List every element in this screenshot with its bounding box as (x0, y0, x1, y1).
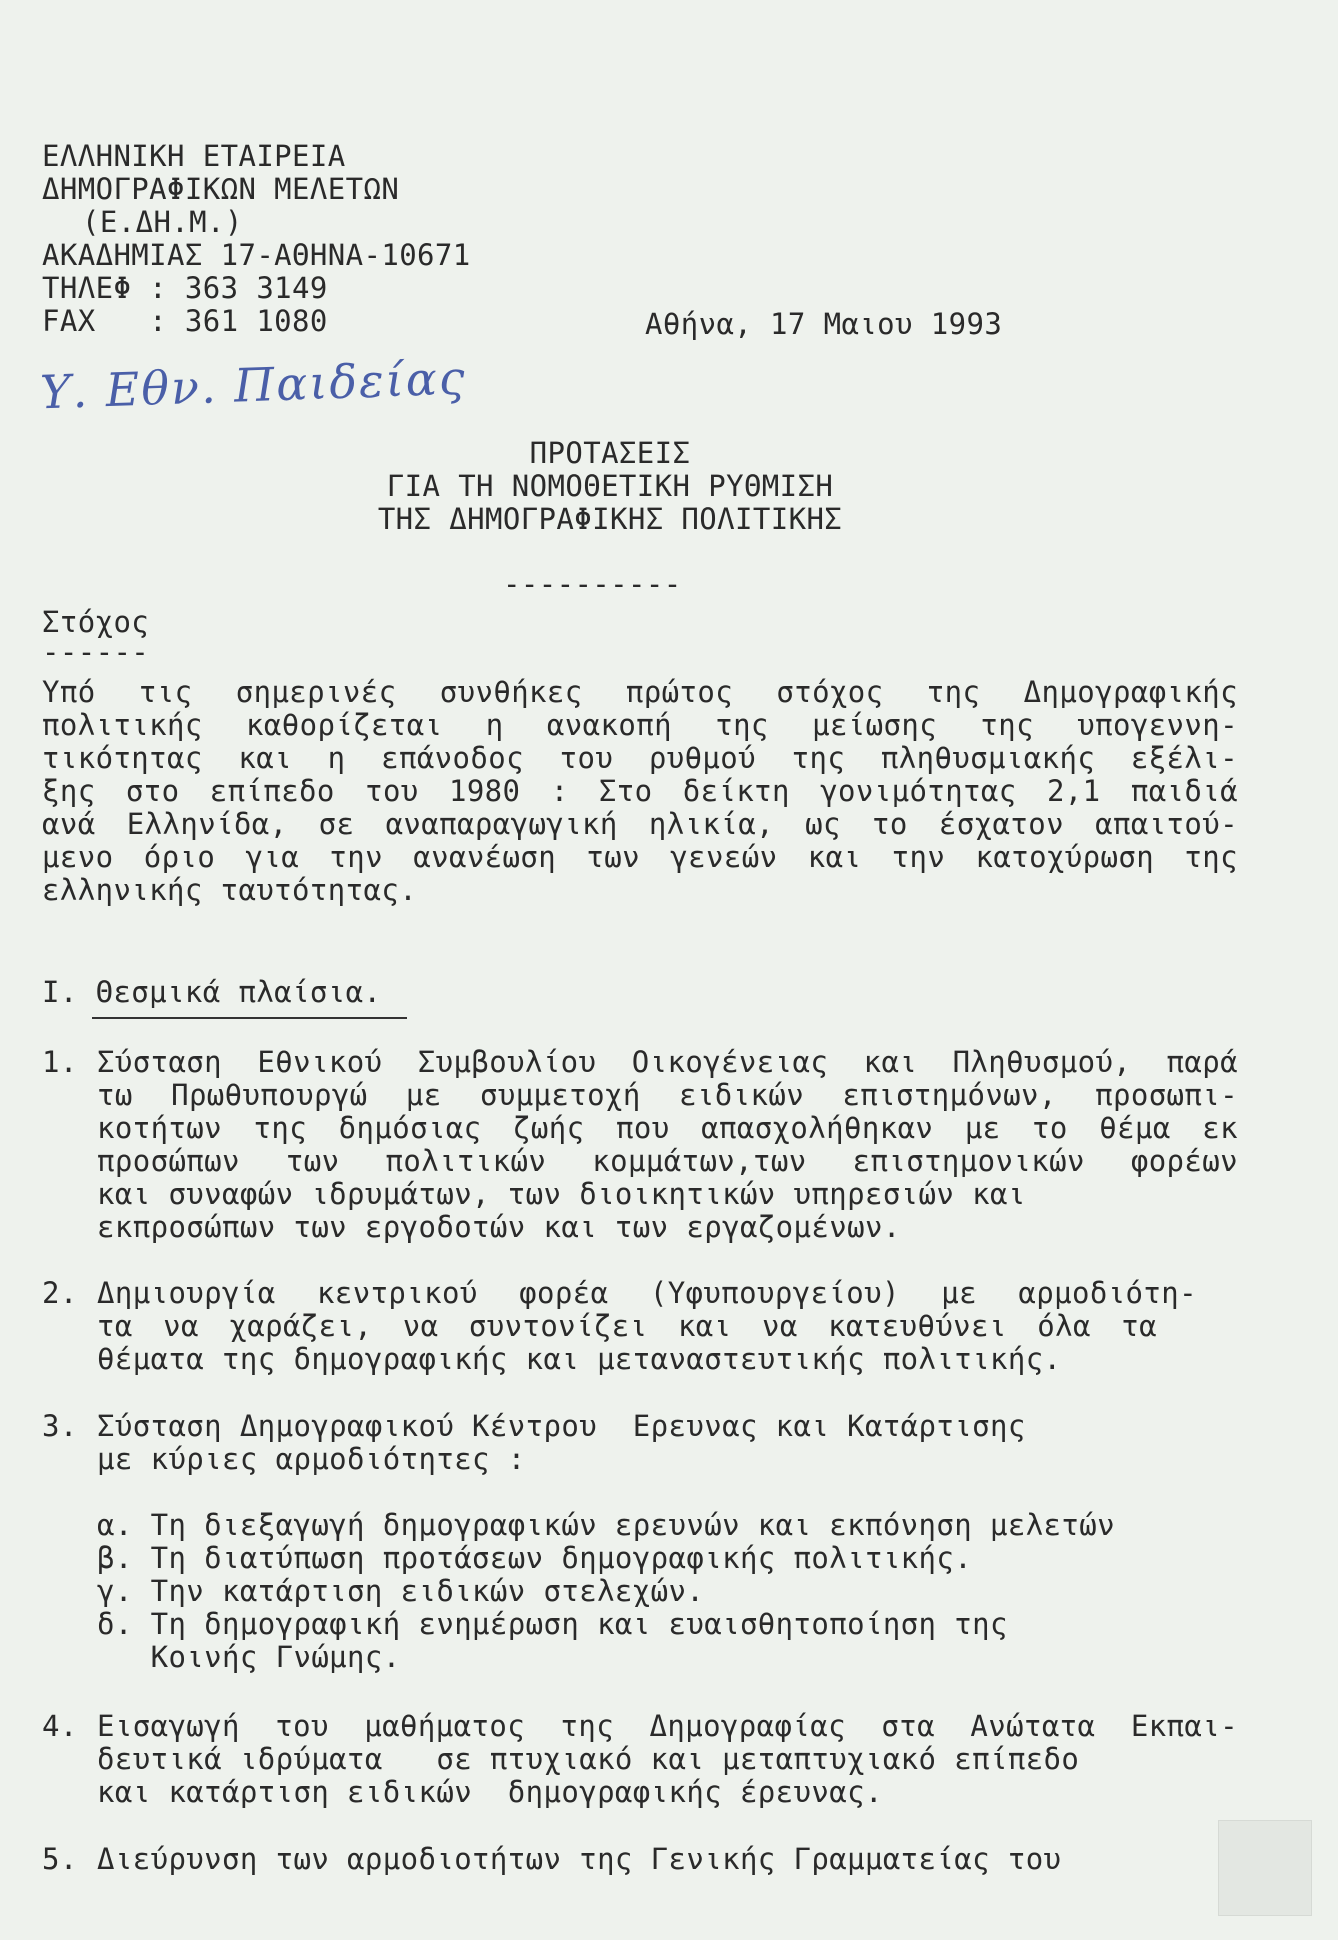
title-line3: ΤΗΣ ΔΗΜΟΓΡΑΦΙΚΗΣ ΠΟΛΙΤΙΚΗΣ (377, 502, 843, 536)
goal-heading-rule: ------ (42, 635, 150, 669)
goal-line: Υπό τις σημερινές συνθήκες πρώτος στόχος της Δημογραφικής (42, 675, 1238, 709)
section-heading: Ι. Θεσμικά πλαίσια. (42, 975, 382, 1009)
title-line1: ΠΡΟΤΑΣΕΙΣ (529, 436, 691, 470)
item-line: Σύσταση Εθνικού Συμβουλίου Οικογένειας και Πληθυσμού, παρά (97, 1045, 1238, 1079)
title-separator: ---------- (503, 567, 682, 601)
goal-line: τικότητας και η επάνοδος του ρυθμού της πληθυσμιακής εξέλι- (42, 741, 1238, 775)
item-line: Διεύρυνση των αρμοδιοτήτων της Γενικής Γραμματείας του (97, 1842, 1062, 1876)
org-address: ΑΚΑΔΗΜΙΑΣ 17-ΑΘΗΝΑ-10671 (42, 238, 471, 272)
item-line: εκπροσώπων των εργοδοτών και των εργαζομένων. (97, 1210, 901, 1244)
org-name-line2: ΔΗΜΟΓΡΑΦΙΚΩΝ ΜΕΛΕΤΩΝ (42, 172, 400, 206)
item-line: δευτικά ιδρύματα σε πτυχιακό και μεταπτυχιακό επίπεδο (97, 1742, 1080, 1776)
item-line: κοτήτων της δημόσιας ζωής που απασχολήθηκαν με το θέμα εκ (97, 1111, 1238, 1145)
item-line: και συναφών ιδρυμάτων, των διοικητικών υπηρεσιών και (97, 1177, 1026, 1211)
item-number: 4. (42, 1709, 78, 1743)
sub-item: Κοινής Γνώμης. (97, 1640, 401, 1674)
section-heading-underline (92, 1017, 407, 1019)
item-line: Δημιουργία κεντρικού φορέα (Υφυπουργείου) με αρμοδιότη- (97, 1276, 1197, 1310)
handwritten-note: Υ. Εθν. Παιδείας (39, 350, 468, 420)
org-abbreviation: (Ε.ΔΗ.Μ.) (82, 205, 243, 239)
item-line: Εισαγωγή του μαθήματος της Δημογραφίας στα Ανώτατα Εκπαι- (97, 1709, 1238, 1743)
title-line2: ΓΙΑ ΤΗ ΝΟΜΟΘΕΤΙΚΗ ΡΥΘΜΙΣΗ (386, 469, 834, 503)
org-phone: ΤΗΛΕΦ : 363 3149 (42, 271, 328, 305)
item-line: με κύριες αρμοδιότητες : (97, 1442, 526, 1476)
goal-line: ξης στο επίπεδο του 1980 : Στο δείκτη γονιμότητας 2,1 παιδιά (42, 774, 1238, 808)
item-line: και κατάρτιση ειδικών δημογραφικής έρευνας. (97, 1775, 883, 1809)
item-line: θέματα της δημογραφικής και μεταναστευτικής πολιτικής. (97, 1342, 1062, 1376)
item-line: Σύσταση Δημογραφικού Κέντρου Ερευνας και Κατάρτισης (97, 1409, 1026, 1443)
sub-item: γ. Την κατάρτιση ειδικών στελεχών. (97, 1574, 705, 1608)
org-fax: FAX : 361 1080 (42, 304, 328, 338)
sub-item: δ. Τη δημογραφική ενημέρωση και ευαισθητοποίηση της (97, 1607, 1008, 1641)
goal-line: ανά Ελληνίδα, σε αναπαραγωγική ηλικία, ως το έσχατον απαιτού- (42, 807, 1238, 841)
item-line: τα να χαράζει, να συντονίζει και να κατευθύνει όλα τα (97, 1309, 1157, 1343)
sub-item: α. Τη διεξαγωγή δημογραφικών ερευνών και εκπόνηση μελετών (97, 1508, 1115, 1542)
item-number: 2. (42, 1276, 78, 1310)
org-name-line1: ΕΛΛΗΝΙΚΗ ΕΤΑΙΡΕΙΑ (42, 139, 346, 173)
item-number: 5. (42, 1842, 78, 1876)
goal-line: μενο όριο για την ανανέωση των γενεών και την κατοχύρωση της (42, 840, 1238, 874)
document-date: Αθήνα, 17 Μαιου 1993 (645, 307, 1003, 341)
goal-line: ελληνικής ταυτότητας. (42, 873, 418, 907)
item-line: προσώπων των πολιτικών κομμάτων,των επιστημονικών φορέων (97, 1144, 1238, 1178)
item-number: 3. (42, 1409, 78, 1443)
sub-item: β. Τη διατύπωση προτάσεων δημογραφικής πολιτικής. (97, 1541, 973, 1575)
archive-stamp-mark (1218, 1820, 1312, 1916)
goal-heading: Στόχος (42, 605, 150, 639)
item-line: τω Πρωθυπουργώ με συμμετοχή ειδικών επιστημόνων, προσωπι- (97, 1078, 1238, 1112)
goal-line: πολιτικής καθορίζεται η ανακοπή της μείωσης της υπογεννη- (42, 708, 1238, 742)
item-number: 1. (42, 1045, 78, 1079)
